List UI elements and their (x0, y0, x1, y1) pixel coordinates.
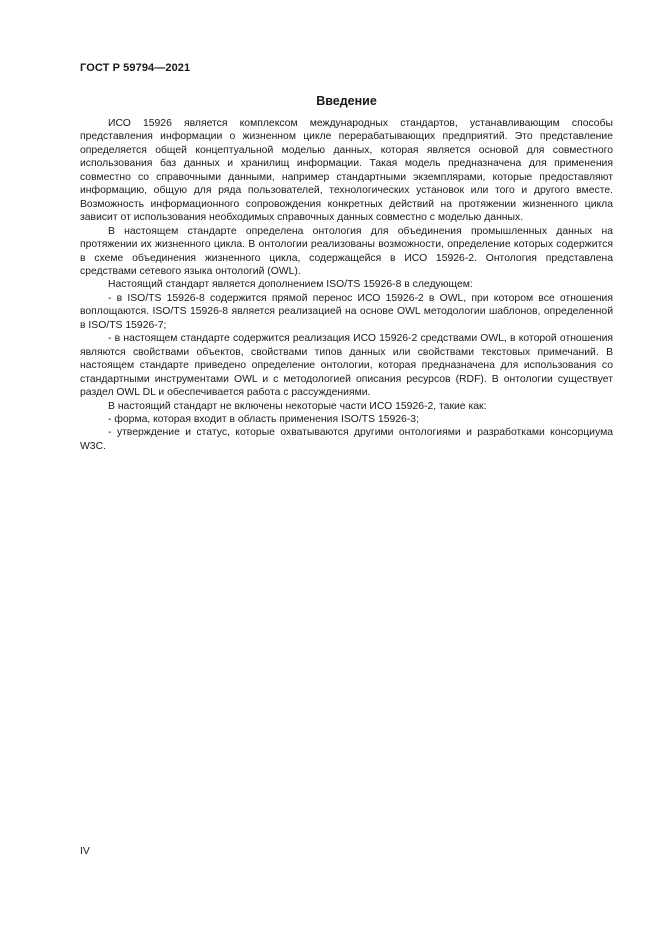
page-number: IV (80, 846, 90, 857)
paragraph: В настоящий стандарт не включены некоторые части ИСО 15926-2, такие как: (108, 400, 487, 412)
paragraph: ИСО 15926 является комплексом международных стандартов, устанавливающим способы представления информации о жизненном цикле перерабатывающих предприятий. Это представление определяется общей концептуальной моделью данных, которая является основой для совместного использования баз данных и хранилищ информации. Такая модель предназначена для применения совместно со справочными данными, например стандартными экземплярами, которые предоставляют информацию, общую для ряда пользователей, технологических установок или того и другого вместе. Возможность информационного сопровождения конкретных действий на протяжении жизненного цикла зависит от использования необходимых справочных данных совместно с моделью данных. (80, 118, 613, 224)
paragraph: Настоящий стандарт является дополнением ISO/TS 15926-8 в следующем: (108, 279, 473, 291)
list-item: - в настоящем стандарте содержится реализация ИСО 15926-2 средствами OWL, в которой отношения являются свойствами объектов, свойствами типов данных или свойствами текстовых примечаний. В настоящем стандарте приведено определение онтологии, которая предназначена для использования со стандартными инструментами OWL и с методологией описания ресурсов (RDF). В онтологии существует раздел OWL DL и обеспечивается работа с рассуждениями. (80, 333, 613, 399)
section-body (80, 117, 613, 453)
list-item: - в ISO/TS 15926-8 содержится прямой перенос ИСО 15926-2 в OWL, при котором все отношения воплощаются. ISO/TS 15926-8 является реализацией на основе OWL методологии шаблонов, определенной в ISO/TS 15926-7; (80, 292, 613, 331)
document-header: ГОСТ Р 59794—2021 (80, 62, 191, 74)
list-item: - утверждение и статус, которые охватываются другими онтологиями и разработками консорциума W3C. (80, 427, 613, 452)
list-item: - форма, которая входит в область применения ISO/TS 15926-3; (108, 413, 419, 425)
paragraph: В настоящем стандарте определена онтология для объединения промышленных данных на протяжении их жизненного цикла. В онтологии реализованы возможности, определение которых содержится в схеме объединения жизненного цикла, содержащейся в ИСО 15926-2. Онтология представлена средствами сетевого языка онтологий (OWL). (80, 225, 613, 277)
section-title: Введение (316, 94, 377, 108)
